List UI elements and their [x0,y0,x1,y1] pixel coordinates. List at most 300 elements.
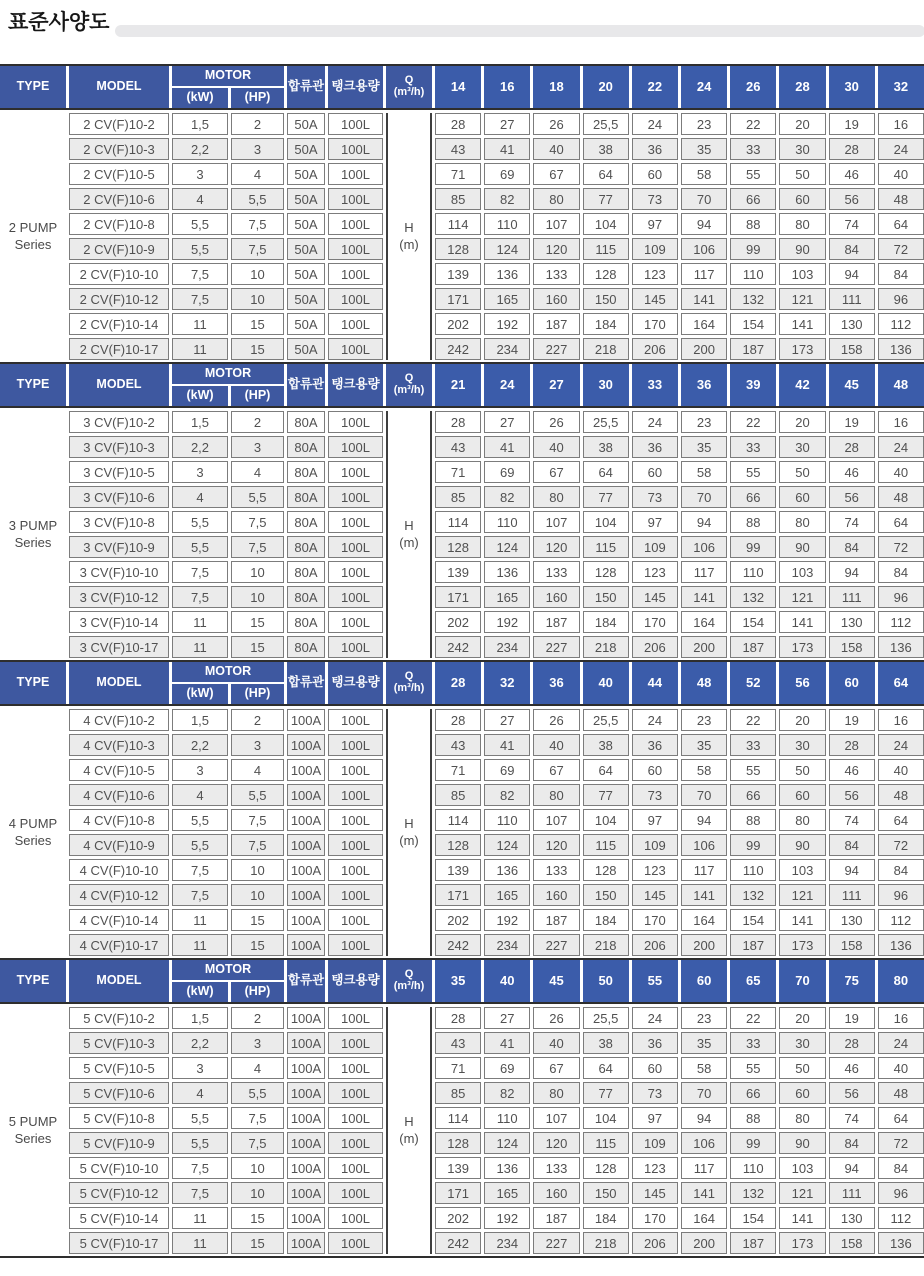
model-cell: 5 CV(F)10-2 [69,1007,169,1029]
head-value-cell: 141 [779,1207,825,1229]
tank-cell: 100L [328,436,383,458]
head-value-cell: 84 [878,1157,924,1179]
head-value-cell: 103 [779,1157,825,1179]
head-value-cell: 141 [779,909,825,931]
head-value-cell: 115 [583,1132,629,1154]
head-value-cell: 40 [878,759,924,781]
head-value-cell: 60 [632,1057,678,1079]
head-value-cell: 136 [484,859,530,881]
hp-cell: 15 [231,1207,284,1229]
head-value-cell: 23 [681,113,727,135]
q-symbol: Q [404,74,414,87]
head-value-cell: 25,5 [583,113,629,135]
head-value-cell: 128 [435,536,481,558]
hp-cell: 15 [231,1232,284,1254]
flow-rate-header-cell: 36 [681,364,727,406]
head-value-cell: 128 [435,238,481,260]
head-value-cell: 150 [583,288,629,310]
head-value-cell: 106 [681,536,727,558]
head-value-cell: 43 [435,138,481,160]
tank-cell: 100L [328,461,383,483]
col-header-tank: 탱크용량 [328,66,383,108]
head-value-cell: 106 [681,238,727,260]
col-header-kw: (kW) [172,386,228,406]
head-value-cell: 70 [681,486,727,508]
pipe-cell: 100A [287,1007,325,1029]
kw-cell: 3 [172,461,228,483]
head-symbol: H [404,220,414,236]
head-value-cell: 128 [583,263,629,285]
flow-rate-header-cell: 45 [533,960,579,1002]
head-value-cell: 43 [435,436,481,458]
kw-cell: 3 [172,163,228,185]
flow-rate-header-cell: 26 [730,66,776,108]
head-value-cell: 114 [435,1107,481,1129]
flow-rate-header-cell: 44 [632,662,678,704]
head-value-cell: 82 [484,784,530,806]
pipe-cell: 80A [287,461,325,483]
head-value-cell: 64 [878,1107,924,1129]
col-header-type: TYPE [0,662,66,704]
flow-rate-header-cell: 30 [583,364,629,406]
flow-rate-header-cell: 60 [681,960,727,1002]
head-value-cell: 96 [878,586,924,608]
hp-cell: 15 [231,934,284,956]
tank-cell: 100L [328,1182,383,1204]
model-cell: 3 CV(F)10-8 [69,511,169,533]
pipe-cell: 50A [287,263,325,285]
tank-cell: 100L [328,113,383,135]
hp-cell: 10 [231,859,284,881]
head-value-cell: 46 [829,163,875,185]
head-value-cell: 60 [632,163,678,185]
head-value-cell: 72 [878,1132,924,1154]
head-value-cell: 40 [878,1057,924,1079]
head-value-cell: 20 [779,113,825,135]
head-value-cell: 97 [632,213,678,235]
model-cell: 3 CV(F)10-5 [69,461,169,483]
head-value-cell: 133 [533,1157,579,1179]
head-value-cell: 234 [484,934,530,956]
kw-cell: 11 [172,1207,228,1229]
pipe-cell: 50A [287,338,325,360]
hp-cell: 10 [231,1157,284,1179]
head-value-cell: 58 [681,163,727,185]
section-body [0,110,924,362]
head-value-cell: 90 [779,834,825,856]
model-cell: 4 CV(F)10-14 [69,909,169,931]
tank-cell: 100L [328,884,383,906]
head-value-cell: 73 [632,486,678,508]
head-value-cell: 111 [829,586,875,608]
head-value-cell: 242 [435,1232,481,1254]
head-value-cell: 28 [829,734,875,756]
model-cell: 4 CV(F)10-5 [69,759,169,781]
pipe-cell: 50A [287,138,325,160]
kw-cell: 11 [172,338,228,360]
head-value-cell: 72 [878,834,924,856]
model-cell: 2 CV(F)10-6 [69,188,169,210]
head-value-cell: 50 [779,461,825,483]
col-header-pipe: 합류관 [287,960,325,1002]
flow-rate-header-cell: 33 [632,364,678,406]
head-value-cell: 70 [681,1082,727,1104]
head-value-cell: 110 [730,1157,776,1179]
hp-cell: 7,5 [231,536,284,558]
tank-cell: 100L [328,486,383,508]
flow-rate-header-cell: 42 [779,364,825,406]
col-header-tank: 탱크용량 [328,960,383,1002]
head-value-cell: 160 [533,586,579,608]
head-value-cell: 103 [779,263,825,285]
head-value-cell: 74 [829,511,875,533]
head-value-cell: 130 [829,909,875,931]
head-value-cell: 90 [779,1132,825,1154]
head-value-cell: 109 [632,1132,678,1154]
head-value-cell: 40 [533,436,579,458]
head-value-cell: 97 [632,809,678,831]
head-value-cell: 132 [730,884,776,906]
head-value-cell: 117 [681,263,727,285]
head-value-cell: 60 [632,759,678,781]
head-value-cell: 67 [533,163,579,185]
head-value-cell: 96 [878,1182,924,1204]
head-value-cell: 26 [533,1007,579,1029]
head-value-cell: 22 [730,709,776,731]
kw-cell: 7,5 [172,561,228,583]
tank-cell: 100L [328,834,383,856]
head-value-cell: 24 [878,138,924,160]
col-header-q [386,960,432,1002]
kw-cell: 11 [172,934,228,956]
head-value-cell: 77 [583,784,629,806]
head-value-cell: 30 [779,138,825,160]
head-value-cell: 99 [730,834,776,856]
head-value-cell: 84 [829,834,875,856]
head-value-cell: 187 [533,313,579,335]
tank-cell: 100L [328,784,383,806]
flow-rate-header-cell: 75 [829,960,875,1002]
head-value-cell: 41 [484,734,530,756]
pipe-cell: 50A [287,313,325,335]
head-value-cell: 16 [878,709,924,731]
head-value-cell: 136 [878,1232,924,1254]
pump-type-line1: 3 PUMP [8,518,58,534]
flow-rate-header-cell: 28 [435,662,481,704]
head-value-cell: 139 [435,1157,481,1179]
head-value-cell: 227 [533,636,579,658]
hp-cell: 15 [231,909,284,931]
head-value-cell: 60 [779,784,825,806]
head-symbol: H [404,1114,414,1130]
model-cell: 4 CV(F)10-6 [69,784,169,806]
head-value-cell: 69 [484,163,530,185]
motor-group-header: MOTOR [172,662,284,682]
model-cell: 3 CV(F)10-9 [69,536,169,558]
pump-section-4 [0,660,924,958]
head-value-cell: 136 [878,338,924,360]
head-value-cell: 74 [829,809,875,831]
head-value-cell: 50 [779,1057,825,1079]
model-cell: 5 CV(F)10-10 [69,1157,169,1179]
head-value-cell: 38 [583,734,629,756]
head-value-cell: 33 [730,138,776,160]
kw-cell: 11 [172,1232,228,1254]
hp-cell: 7,5 [231,1107,284,1129]
col-header-model: MODEL [69,66,169,108]
kw-cell: 1,5 [172,1007,228,1029]
head-value-cell: 184 [583,909,629,931]
head-value-cell: 109 [632,238,678,260]
head-value-cell: 25,5 [583,1007,629,1029]
flow-rate-header-cell: 30 [829,66,875,108]
hp-cell: 5,5 [231,188,284,210]
hp-cell: 10 [231,288,284,310]
head-value-cell: 206 [632,338,678,360]
head-value-cell: 80 [533,486,579,508]
head-unit-cell [386,1007,432,1254]
kw-cell: 3 [172,759,228,781]
head-value-cell: 19 [829,709,875,731]
head-value-cell: 187 [533,1207,579,1229]
col-header-q [386,364,432,406]
head-value-cell: 170 [632,1207,678,1229]
model-cell: 4 CV(F)10-2 [69,709,169,731]
head-value-cell: 206 [632,636,678,658]
head-value-cell: 94 [681,809,727,831]
head-value-cell: 64 [878,213,924,235]
head-value-cell: 184 [583,1207,629,1229]
flow-rate-header-cell: 14 [435,66,481,108]
head-value-cell: 24 [878,1032,924,1054]
flow-rate-header-cell: 48 [878,364,924,406]
head-value-cell: 48 [878,784,924,806]
head-value-cell: 128 [435,1132,481,1154]
pipe-cell: 80A [287,411,325,433]
tank-cell: 100L [328,759,383,781]
head-value-cell: 136 [878,636,924,658]
head-value-cell: 173 [779,1232,825,1254]
hp-cell: 3 [231,734,284,756]
section-body [0,706,924,958]
col-header-q [386,662,432,704]
tank-cell: 100L [328,511,383,533]
head-value-cell: 158 [829,1232,875,1254]
kw-cell: 1,5 [172,113,228,135]
col-header-type: TYPE [0,66,66,108]
head-value-cell: 24 [632,1007,678,1029]
head-value-cell: 74 [829,1107,875,1129]
head-value-cell: 114 [435,511,481,533]
pipe-cell: 100A [287,1082,325,1104]
head-value-cell: 99 [730,238,776,260]
col-header-model: MODEL [69,662,169,704]
head-value-cell: 66 [730,188,776,210]
head-value-cell: 22 [730,1007,776,1029]
pipe-cell: 100A [287,1132,325,1154]
head-value-cell: 145 [632,586,678,608]
head-value-cell: 192 [484,313,530,335]
head-value-cell: 36 [632,734,678,756]
head-value-cell: 46 [829,1057,875,1079]
hp-cell: 5,5 [231,486,284,508]
kw-cell: 7,5 [172,288,228,310]
head-value-cell: 33 [730,734,776,756]
flow-rate-header-cell: 24 [681,66,727,108]
head-value-cell: 150 [583,1182,629,1204]
flow-rate-header-cell: 70 [779,960,825,1002]
head-value-cell: 43 [435,1032,481,1054]
head-value-cell: 20 [779,1007,825,1029]
pump-type-label [0,709,66,956]
kw-cell: 5,5 [172,213,228,235]
flow-rate-header-cell: 40 [484,960,530,1002]
tank-cell: 100L [328,859,383,881]
head-value-cell: 103 [779,561,825,583]
head-value-cell: 88 [730,511,776,533]
head-value-cell: 112 [878,909,924,931]
flow-rate-header-cell: 20 [583,66,629,108]
head-value-cell: 206 [632,1232,678,1254]
head-value-cell: 84 [829,1132,875,1154]
section-body [0,408,924,660]
head-value-cell: 28 [829,436,875,458]
motor-group-header: MOTOR [172,66,284,86]
head-value-cell: 145 [632,288,678,310]
hp-cell: 10 [231,586,284,608]
head-value-cell: 71 [435,461,481,483]
head-value-cell: 165 [484,1182,530,1204]
head-value-cell: 26 [533,113,579,135]
head-value-cell: 128 [435,834,481,856]
pipe-cell: 80A [287,511,325,533]
head-value-cell: 56 [829,784,875,806]
pump-type-label [0,411,66,658]
head-value-cell: 123 [632,859,678,881]
head-value-cell: 69 [484,1057,530,1079]
head-value-cell: 110 [484,1107,530,1129]
head-unit: (m) [399,534,419,550]
pipe-cell: 50A [287,238,325,260]
head-value-cell: 132 [730,288,776,310]
head-value-cell: 173 [779,636,825,658]
head-unit-cell [386,411,432,658]
head-value-cell: 158 [829,338,875,360]
head-value-cell: 106 [681,1132,727,1154]
head-value-cell: 173 [779,934,825,956]
head-value-cell: 94 [681,213,727,235]
head-value-cell: 24 [878,436,924,458]
flow-rate-header-cell: 22 [632,66,678,108]
head-value-cell: 99 [730,1132,776,1154]
hp-cell: 2 [231,1007,284,1029]
head-value-cell: 41 [484,138,530,160]
pipe-cell: 100A [287,884,325,906]
pipe-cell: 50A [287,288,325,310]
head-value-cell: 202 [435,909,481,931]
tank-cell: 100L [328,1157,383,1179]
head-value-cell: 117 [681,1157,727,1179]
hp-cell: 7,5 [231,809,284,831]
head-value-cell: 60 [779,1082,825,1104]
pipe-cell: 100A [287,909,325,931]
model-cell: 2 CV(F)10-14 [69,313,169,335]
head-value-cell: 67 [533,759,579,781]
model-cell: 4 CV(F)10-3 [69,734,169,756]
head-value-cell: 72 [878,238,924,260]
pump-section-2 [0,64,924,362]
kw-cell: 3 [172,1057,228,1079]
pump-type-label [0,1007,66,1254]
head-value-cell: 130 [829,1207,875,1229]
head-value-cell: 58 [681,461,727,483]
head-value-cell: 40 [533,138,579,160]
col-header-kw: (kW) [172,982,228,1002]
hp-cell: 10 [231,561,284,583]
pipe-cell: 100A [287,1182,325,1204]
head-symbol: H [404,518,414,534]
head-value-cell: 84 [829,238,875,260]
head-value-cell: 206 [632,934,678,956]
tank-cell: 100L [328,934,383,956]
head-value-cell: 164 [681,1207,727,1229]
head-value-cell: 115 [583,834,629,856]
hp-cell: 10 [231,884,284,906]
head-value-cell: 84 [878,263,924,285]
q-unit: (m³/h) [393,980,425,992]
pipe-cell: 100A [287,1057,325,1079]
head-value-cell: 38 [583,1032,629,1054]
head-value-cell: 139 [435,859,481,881]
head-value-cell: 218 [583,1232,629,1254]
head-value-cell: 33 [730,436,776,458]
hp-cell: 3 [231,1032,284,1054]
head-value-cell: 112 [878,313,924,335]
head-value-cell: 24 [878,734,924,756]
tank-cell: 100L [328,213,383,235]
flow-rate-header-cell: 80 [878,960,924,1002]
flow-rate-header-cell: 32 [878,66,924,108]
head-value-cell: 107 [533,1107,579,1129]
hp-cell: 7,5 [231,238,284,260]
head-value-cell: 40 [878,461,924,483]
head-value-cell: 121 [779,884,825,906]
section-body [0,1004,924,1258]
pipe-cell: 80A [287,561,325,583]
tank-cell: 100L [328,909,383,931]
hp-cell: 7,5 [231,213,284,235]
model-cell: 2 CV(F)10-17 [69,338,169,360]
head-value-cell: 187 [730,338,776,360]
col-header-tank: 탱크용량 [328,364,383,406]
section-header-row [0,64,924,110]
kw-cell: 4 [172,784,228,806]
pipe-cell: 80A [287,636,325,658]
head-value-cell: 111 [829,1182,875,1204]
head-symbol: H [404,816,414,832]
head-value-cell: 24 [632,113,678,135]
head-value-cell: 66 [730,1082,776,1104]
head-value-cell: 123 [632,1157,678,1179]
head-value-cell: 242 [435,636,481,658]
pipe-cell: 100A [287,1032,325,1054]
head-value-cell: 145 [632,884,678,906]
pipe-cell: 100A [287,784,325,806]
flow-rate-header-cell: 28 [779,66,825,108]
pump-type-line2: Series [14,534,52,550]
pipe-cell: 100A [287,1107,325,1129]
tank-cell: 100L [328,1132,383,1154]
